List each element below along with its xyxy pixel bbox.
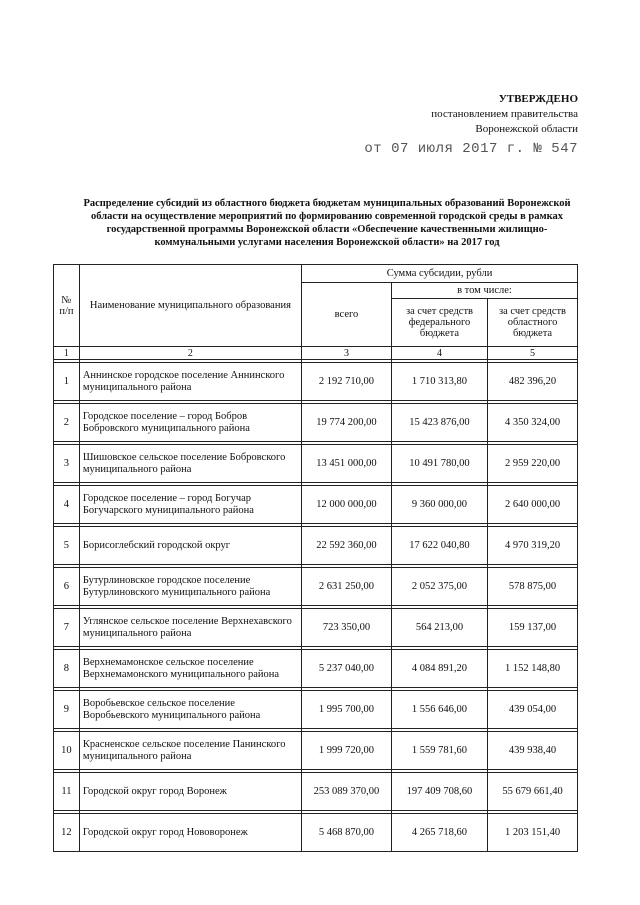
row-regional: 482 396,20 — [488, 363, 578, 401]
table-row — [54, 814, 578, 852]
row-name: Шишовское сельское поселение Бобровского муниципального района — [79, 445, 301, 483]
row-federal: 564 213,00 — [391, 609, 487, 647]
table-row — [54, 732, 578, 770]
row-total: 2 631 250,00 — [302, 568, 392, 606]
row-number: 8 — [54, 650, 80, 688]
row-federal: 9 360 000,00 — [391, 486, 487, 524]
row-total: 723 350,00 — [302, 609, 392, 647]
row-number: 9 — [54, 691, 80, 729]
table-row — [54, 486, 578, 524]
table-row — [54, 527, 578, 565]
row-name: Верхнемамонское сельское поселение Верхнемамонского муниципального района — [79, 650, 301, 688]
col-header-name: Наименование муниципального образования — [79, 265, 301, 347]
col-header-total: всего — [302, 283, 392, 347]
row-name: Воробьевское сельское поселение Воробьевского муниципального района — [79, 691, 301, 729]
row-regional: 4 350 324,00 — [488, 404, 578, 442]
row-number: 11 — [54, 773, 80, 811]
approval-block — [364, 92, 578, 157]
col-header-including: в том числе: — [391, 283, 577, 299]
table-row — [54, 691, 578, 729]
row-number: 4 — [54, 486, 80, 524]
row-federal: 17 622 040,80 — [391, 527, 487, 565]
row-total: 19 774 200,00 — [302, 404, 392, 442]
row-regional: 1 203 151,40 — [488, 814, 578, 852]
approval-line-1: постановлением правительства — [431, 108, 578, 120]
row-name: Бутурлиновское городское поселение Бутурлиновского муниципального района — [79, 568, 301, 606]
row-federal: 197 409 708,60 — [391, 773, 487, 811]
row-federal: 10 491 780,00 — [391, 445, 487, 483]
table-row — [54, 445, 578, 483]
row-name: Красненское сельское поселение Панинского муниципального района — [79, 732, 301, 770]
row-number: 1 — [54, 363, 80, 401]
col-header-federal: за счет средств федерального бюджета — [391, 299, 487, 347]
row-total: 5 468 870,00 — [302, 814, 392, 852]
row-number: 6 — [54, 568, 80, 606]
approval-heading: УТВЕРЖДЕНО — [498, 93, 578, 105]
row-number: 12 — [54, 814, 80, 852]
row-total: 2 192 710,00 — [302, 363, 392, 401]
row-total: 13 451 000,00 — [302, 445, 392, 483]
row-regional: 55 679 661,40 — [488, 773, 578, 811]
table-row — [54, 609, 578, 647]
row-regional: 578 875,00 — [488, 568, 578, 606]
row-federal: 4 084 891,20 — [391, 650, 487, 688]
table-row — [54, 773, 578, 811]
table-row — [54, 650, 578, 688]
row-name: Аннинское городское поселение Аннинского муниципального района — [79, 363, 301, 401]
row-federal: 2 052 375,00 — [391, 568, 487, 606]
row-regional: 1 152 148,80 — [488, 650, 578, 688]
row-number: 3 — [54, 445, 80, 483]
row-regional: 2 959 220,00 — [488, 445, 578, 483]
row-name: Городской округ город Воронеж — [79, 773, 301, 811]
row-number: 10 — [54, 732, 80, 770]
row-federal: 1 710 313,80 — [391, 363, 487, 401]
row-name: Городское поселение – город Бобров Бобровского муниципального района — [79, 404, 301, 442]
row-regional: 439 054,00 — [488, 691, 578, 729]
row-total: 1 999 720,00 — [302, 732, 392, 770]
row-name: Углянское сельское поселение Верхнехавского муниципального района — [79, 609, 301, 647]
row-total: 12 000 000,00 — [302, 486, 392, 524]
row-federal: 1 556 646,00 — [391, 691, 487, 729]
row-total: 22 592 360,00 — [302, 527, 392, 565]
col-index: 5 — [488, 347, 578, 360]
col-header-no: № п/п — [54, 265, 80, 347]
table-row — [54, 568, 578, 606]
table-row — [54, 363, 578, 401]
row-regional: 439 938,40 — [488, 732, 578, 770]
row-number: 2 — [54, 404, 80, 442]
row-federal: 4 265 718,60 — [391, 814, 487, 852]
row-name: Городское поселение – город Богучар Богучарского муниципального района — [79, 486, 301, 524]
subsidy-table — [53, 264, 578, 852]
col-index: 2 — [79, 347, 301, 360]
col-header-regional: за счет средств областного бюджета — [488, 299, 578, 347]
row-total: 253 089 370,00 — [302, 773, 392, 811]
row-federal: 1 559 781,60 — [391, 732, 487, 770]
row-name: Борисоглебский городской округ — [79, 527, 301, 565]
row-total: 1 995 700,00 — [302, 691, 392, 729]
col-index: 3 — [302, 347, 392, 360]
table-row — [54, 404, 578, 442]
row-regional: 4 970 319,20 — [488, 527, 578, 565]
row-federal: 15 423 876,00 — [391, 404, 487, 442]
row-number: 5 — [54, 527, 80, 565]
col-index: 1 — [54, 347, 80, 360]
document-title: Распределение субсидий из областного бюджета бюджетам муниципальных образований Воронежской области на осуществление мероприятий по формированию современной городской среды в рамках государственной программы Воронежской области «Обеспечение качественными жилищно-коммунальными услугами населения Воронежской области» на 2017 год — [83, 198, 571, 248]
row-name: Городской округ город Нововоронеж — [79, 814, 301, 852]
col-header-sum: Сумма субсидии, рубли — [302, 265, 578, 283]
row-number: 7 — [54, 609, 80, 647]
col-index: 4 — [391, 347, 487, 360]
approval-date: от 07 июля 2017 г. № 547 — [364, 141, 578, 157]
row-regional: 2 640 000,00 — [488, 486, 578, 524]
row-total: 5 237 040,00 — [302, 650, 392, 688]
approval-line-2: Воронежской области — [475, 123, 578, 135]
row-regional: 159 137,00 — [488, 609, 578, 647]
